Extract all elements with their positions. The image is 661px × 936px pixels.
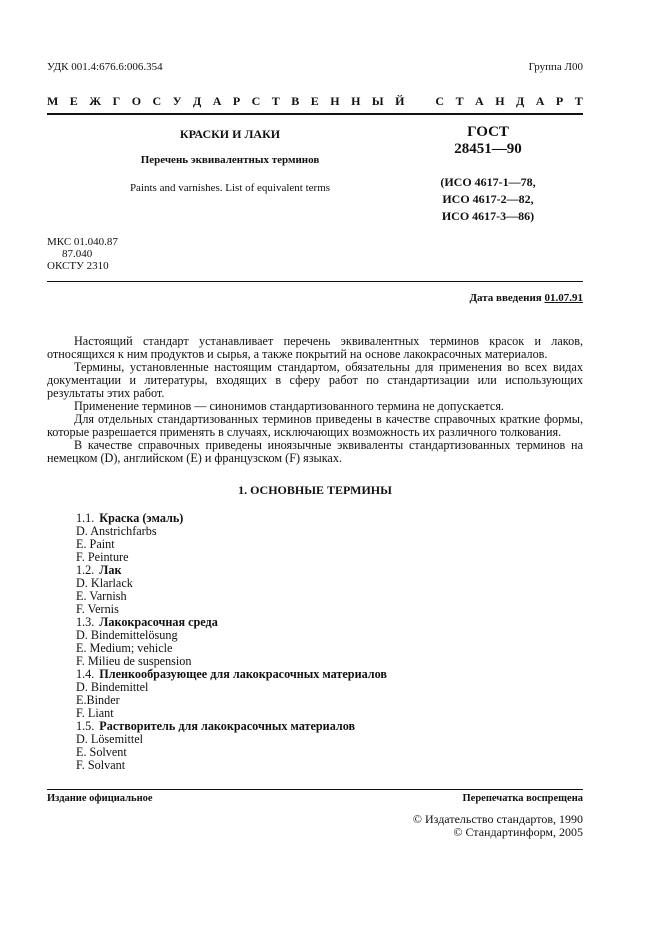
iso-reference: ИСО 4617-3—86) bbox=[441, 209, 535, 223]
banner-letter: О bbox=[131, 94, 142, 108]
section-heading: 1. ОСНОВНЫЕ ТЕРМИНЫ bbox=[238, 483, 392, 497]
banner-letter: А bbox=[475, 94, 484, 108]
term-entry bbox=[76, 512, 387, 564]
term-number: 1.4. bbox=[76, 667, 95, 681]
middle-rule bbox=[47, 281, 583, 282]
banner-gap bbox=[416, 94, 424, 109]
intro-paragraph: Для отдельных стандартизованных терминов приведены в качестве справочных краткие формы, которые разрешается применять в случаях, исключающих возможность их различного толкования. bbox=[47, 412, 583, 439]
term-entry bbox=[76, 564, 387, 616]
intro-text bbox=[47, 335, 583, 465]
banner-letter: Ы bbox=[371, 94, 384, 108]
mks-code: МКС 01.040.87 bbox=[47, 236, 118, 248]
gost-label: ГОСТ bbox=[467, 124, 509, 140]
banner-letter: Г bbox=[112, 94, 121, 108]
reprint-prohibited-note: Перепечатка воспрещена bbox=[462, 793, 583, 804]
term-german: D. Lösemittel bbox=[76, 732, 144, 746]
document-subtitle: Перечень эквивалентных терминов bbox=[140, 154, 320, 166]
term-number: 1.2. bbox=[76, 563, 95, 577]
term-english: E. Medium; vehicle bbox=[76, 641, 173, 655]
mks-code-2: 87.040 bbox=[62, 248, 93, 260]
date-label: Дата введения bbox=[469, 292, 542, 304]
banner-letter: А bbox=[212, 94, 222, 108]
banner-letter: С bbox=[251, 94, 261, 108]
term-french: F. Solvant bbox=[76, 758, 126, 772]
classification-codes bbox=[47, 236, 118, 272]
standard-banner bbox=[47, 94, 583, 109]
introduction-date bbox=[469, 292, 583, 304]
date-value: 01.07.91 bbox=[544, 292, 583, 304]
gost-code: 28451—90 bbox=[454, 141, 522, 157]
term-name: Пленкообразующее для лакокрасочных материалов bbox=[99, 667, 388, 681]
term-english: E. Paint bbox=[76, 537, 115, 551]
banner-letter: Й bbox=[395, 94, 405, 108]
banner-letter: С bbox=[152, 94, 162, 108]
group-code: Группа Л00 bbox=[528, 61, 583, 73]
term-entry bbox=[76, 720, 387, 772]
term-name: Краска (эмаль) bbox=[99, 511, 184, 525]
banner-letter: Д bbox=[192, 94, 202, 108]
bottom-rule bbox=[47, 789, 583, 790]
banner-letter: Р bbox=[232, 94, 241, 108]
intro-paragraph: В качестве справочных приведены иноязычные эквиваленты стандартизованных терминов на немецком (D), английском (E) и французском (F) языках. bbox=[47, 438, 583, 465]
term-name: Растворитель для лакокрасочных материалов bbox=[99, 719, 356, 733]
banner-letter: Е bbox=[69, 94, 78, 108]
banner-letter: Т bbox=[271, 94, 280, 108]
intro-paragraph: Применение терминов — синонимов стандартизованного термина не допускается. bbox=[74, 399, 504, 413]
banner-letter: Ж bbox=[89, 94, 102, 108]
udk-code: УДК 001.4:676.6:006.354 bbox=[47, 61, 163, 73]
term-french: F. Vernis bbox=[76, 602, 119, 616]
banner-letter: С bbox=[435, 94, 445, 108]
banner-letter: У bbox=[172, 94, 182, 108]
banner-letter: Е bbox=[310, 94, 319, 108]
term-english: E. Solvent bbox=[76, 745, 127, 759]
banner-letter: Т bbox=[455, 94, 464, 108]
banner-letter: Д bbox=[516, 94, 525, 108]
banner-letter: В bbox=[291, 94, 300, 108]
term-number: 1.1. bbox=[76, 511, 95, 525]
term-german: D. Bindemittelösung bbox=[76, 628, 178, 642]
terms-list bbox=[76, 512, 387, 772]
banner-letter: М bbox=[47, 94, 59, 108]
term-number: 1.3. bbox=[76, 615, 95, 629]
document-title: КРАСКИ И ЛАКИ bbox=[179, 127, 281, 141]
iso-reference: (ИСО 4617-1—78, bbox=[440, 175, 536, 189]
term-name: Лакокрасочная среда bbox=[99, 615, 218, 629]
intro-paragraph: Термины, установленные настоящим стандартом, обязательны для применения во всех видах документации и литературы, входящих в сферу работ по стандартизации или использующих результаты этих работ. bbox=[47, 360, 583, 400]
term-english: E. Varnish bbox=[76, 589, 127, 603]
okstu-code: ОКСТУ 2310 bbox=[47, 260, 109, 272]
term-name: Лак bbox=[99, 563, 122, 577]
banner-letter: Н bbox=[495, 94, 505, 108]
banner-letter: Р bbox=[555, 94, 564, 108]
term-french: F. Peinture bbox=[76, 550, 129, 564]
gost-number bbox=[410, 124, 566, 158]
banner-letter: А bbox=[535, 94, 545, 108]
top-rule bbox=[47, 113, 583, 115]
term-german: D. Anstrichfarbs bbox=[76, 524, 157, 538]
term-german: D. Bindemittel bbox=[76, 680, 149, 694]
iso-references bbox=[410, 174, 566, 225]
iso-reference: ИСО 4617-2—82, bbox=[442, 192, 534, 206]
english-title: Paints and varnishes. List of equivalent terms bbox=[129, 182, 331, 194]
term-entry bbox=[76, 616, 387, 668]
official-edition-note: Издание официальное bbox=[47, 793, 153, 804]
copyright-line: © Издательство стандартов, 1990 bbox=[412, 812, 583, 826]
term-english: E.Binder bbox=[76, 693, 120, 707]
copyright-line: © Стандартинформ, 2005 bbox=[453, 825, 583, 839]
copyright-block bbox=[413, 813, 583, 839]
banner-letter: Н bbox=[351, 94, 361, 108]
banner-letter: Т bbox=[574, 94, 583, 108]
intro-paragraph: Настоящий стандарт устанавливает перечень эквивалентных терминов красок и лаков, относящихся к ним продуктов и сырья, а также покрытий на основе лакокрасочных материалов. bbox=[47, 334, 583, 361]
term-french: F. Liant bbox=[76, 706, 114, 720]
term-french: F. Milieu de suspension bbox=[76, 654, 192, 668]
term-german: D. Klarlack bbox=[76, 576, 133, 590]
term-entry bbox=[76, 668, 387, 720]
term-number: 1.5. bbox=[76, 719, 95, 733]
banner-letter: Н bbox=[330, 94, 340, 108]
